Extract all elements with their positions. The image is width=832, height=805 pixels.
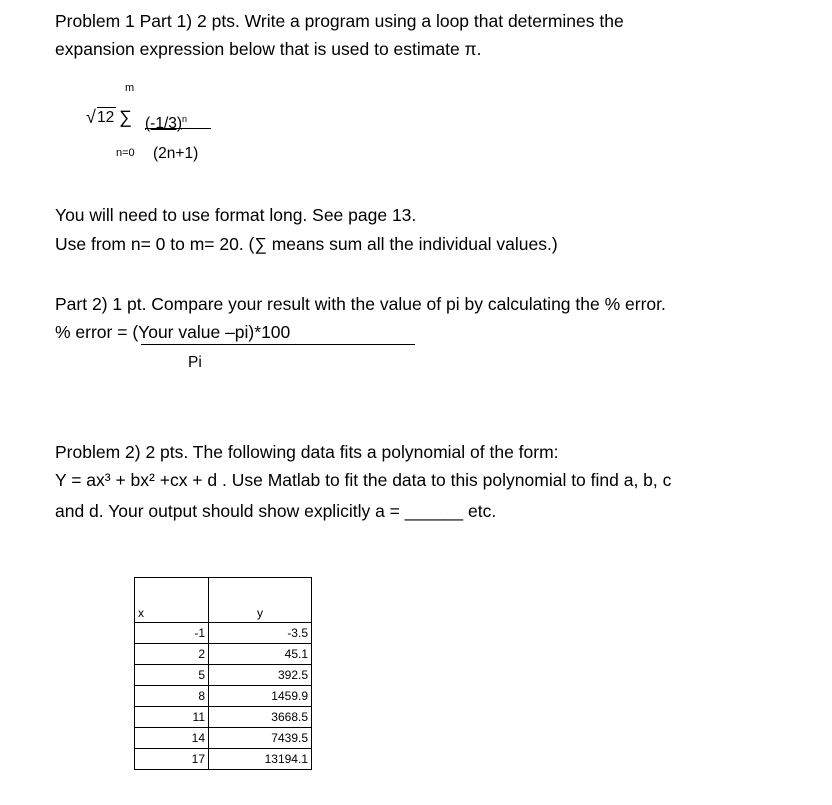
sigma-symbol: ∑ [119, 107, 132, 127]
series-fraction-bar [145, 128, 211, 129]
cell-y: 3668.5 [209, 707, 312, 728]
table-row [135, 665, 312, 686]
cell-x: 17 [135, 749, 209, 770]
series-denominator: (2n+1) [153, 145, 199, 162]
table-row [135, 644, 312, 665]
cell-x: 2 [135, 644, 209, 665]
cell-y: 7439.5 [209, 728, 312, 749]
cell-x: 8 [135, 686, 209, 707]
table-row [135, 749, 312, 770]
problem2-line2: Y = ax³ + bx² +cx + d . Use Matlab to fit the data to this polynomial to find a, b, c [55, 470, 672, 490]
data-table [134, 577, 312, 770]
problem2-line1: Problem 2) 2 pts. The following data fits a polynomial of the form: [55, 442, 559, 462]
table-header-row [135, 578, 312, 623]
problem1-line2: expansion expression below that is used to estimate π. [55, 39, 482, 59]
sum-upper-limit: m [125, 82, 135, 94]
table-row [135, 686, 312, 707]
cell-x: 5 [135, 665, 209, 686]
table-row [135, 623, 312, 644]
error-numerator: (Your value –pi)*100 [132, 322, 291, 342]
error-formula [55, 321, 290, 343]
sqrt-symbol: √ [86, 107, 96, 127]
header-y: y [209, 578, 312, 623]
sum-lower-limit: n=0 [116, 147, 135, 159]
series-numerator [145, 110, 187, 133]
error-label: % error = [55, 322, 133, 342]
cell-y: 45.1 [209, 644, 312, 665]
cell-y: -3.5 [209, 623, 312, 644]
numerator-exponent: n [182, 114, 188, 124]
instructions-line2: Use from n= 0 to m= 20. (∑ means sum all the individual values.) [55, 234, 558, 254]
table-row [135, 728, 312, 749]
instructions-line1: You will need to use format long. See page 13. [55, 205, 417, 225]
sqrt-vinculum [97, 107, 116, 108]
cell-y: 13194.1 [209, 749, 312, 770]
cell-x: 11 [135, 707, 209, 728]
cell-y: 1459.9 [209, 686, 312, 707]
error-fraction-bar [141, 344, 415, 345]
cell-x: 14 [135, 728, 209, 749]
table-row [135, 707, 312, 728]
part2-line1: Part 2) 1 pt. Compare your result with the value of pi by calculating the % error. [55, 294, 666, 314]
numerator-base: (-1/3) [145, 115, 183, 133]
error-denominator: Pi [188, 354, 202, 371]
problem1-line1: Problem 1 Part 1) 2 pts. Write a program using a loop that determines the [55, 11, 624, 31]
problem2-line3: and d. Your output should show explicitly a = ______ etc. [55, 501, 497, 521]
radicand: 12 [97, 109, 115, 126]
cell-x: -1 [135, 623, 209, 644]
header-x: x [135, 578, 209, 623]
cell-y: 392.5 [209, 665, 312, 686]
